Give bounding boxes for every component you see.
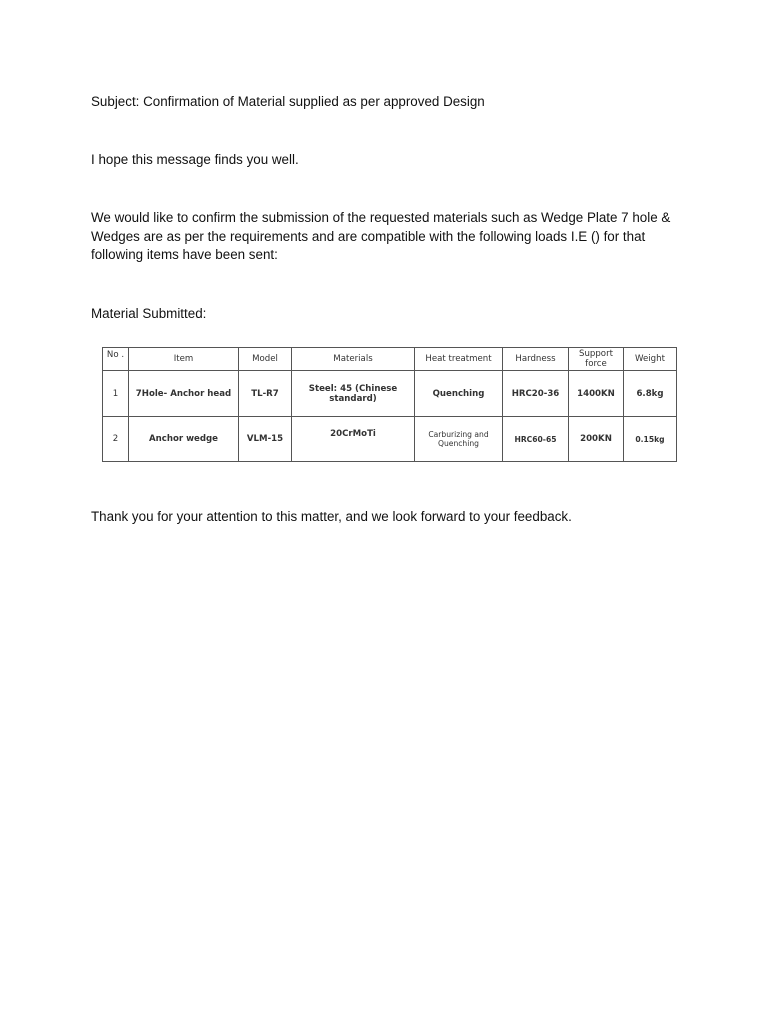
- cell-no: 2: [103, 417, 129, 462]
- cell-model: VLM-15: [239, 417, 292, 462]
- cell-heat-treatment: Quenching: [415, 371, 503, 417]
- cell-materials: 20CrMoTi: [292, 417, 415, 462]
- table-header-row: [103, 348, 677, 371]
- header-support-force: Support force: [569, 348, 624, 371]
- cell-hardness: HRC20-36: [503, 371, 569, 417]
- cell-hardness: HRC60-65: [503, 417, 569, 462]
- header-item: Item: [129, 348, 239, 371]
- header-heat-treatment: Heat treatment: [415, 348, 503, 371]
- header-no: No .: [103, 348, 129, 371]
- header-materials: Materials: [292, 348, 415, 371]
- cell-no: 1: [103, 371, 129, 417]
- subject-line: Subject: Confirmation of Material supplied as per approved Design: [91, 94, 485, 109]
- closing-line: Thank you for your attention to this matter, and we look forward to your feedback.: [91, 509, 572, 524]
- cell-weight: 6.8kg: [624, 371, 677, 417]
- materials-label: Material Submitted:: [91, 306, 207, 321]
- cell-item: Anchor wedge: [129, 417, 239, 462]
- cell-heat-treatment: Carburizing and Quenching: [415, 417, 503, 462]
- body-paragraph: We would like to confirm the submission of the requested materials such as Wedge Plate 7 hole & Wedges are as per the requirements and are compatible with the following loads I.E () for that following items have been sent:: [91, 210, 671, 262]
- greeting-line: I hope this message finds you well.: [91, 152, 299, 167]
- cell-model: TL-R7: [239, 371, 292, 417]
- cell-weight: 0.15kg: [624, 417, 677, 462]
- cell-item: 7Hole- Anchor head: [129, 371, 239, 417]
- header-model: Model: [239, 348, 292, 371]
- materials-table: [102, 347, 677, 462]
- table-row: [103, 417, 677, 462]
- table-row: [103, 371, 677, 417]
- cell-support-force: 1400KN: [569, 371, 624, 417]
- header-hardness: Hardness: [503, 348, 569, 371]
- cell-support-force: 200KN: [569, 417, 624, 462]
- cell-materials: Steel: 45 (Chinese standard): [292, 371, 415, 417]
- header-weight: Weight: [624, 348, 677, 371]
